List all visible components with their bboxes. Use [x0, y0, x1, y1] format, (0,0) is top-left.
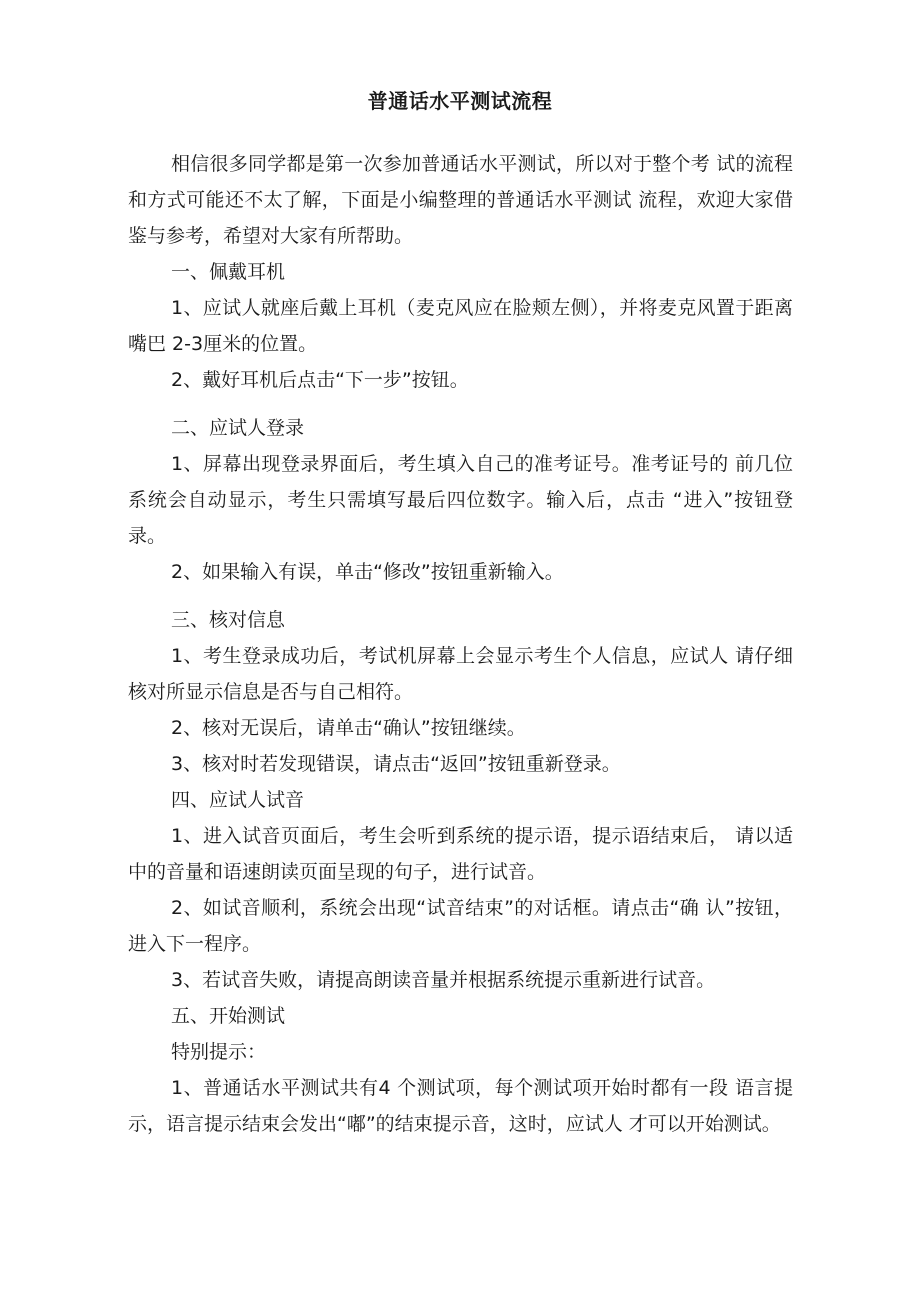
section-4-item-2: 2、如试音顺利，系统会出现“试音结束”的对话框。请点击“确 认”按钮，进入下一程序。: [128, 897, 793, 955]
section-1-item-2: 2、戴好耳机后点击“下一步”按钮。: [171, 369, 469, 391]
intro-paragraph: 相信很多同学都是第一次参加普通话水平测试，所以对于整个考 试的流程和方式可能还不太了解，下面是小编整理的普通话水平测试 流程，欢迎大家借鉴与参考，希望对大家有所帮助。: [128, 153, 793, 247]
section-1-item-1: 1、应试人就座后戴上耳机（麦克风应在脸颊左侧），并将麦克风置于距离嘴巴 2-3厘米的位置。: [128, 297, 793, 355]
section-heading-4: 四、应试人试音: [171, 789, 305, 811]
section-3-item-1: 1、考生登录成功后，考试机屏幕上会显示考生个人信息，应试人 请仔细核对所显示信息是否与自己相符。: [128, 645, 793, 703]
section-5-note: 特别提示：: [171, 1041, 267, 1063]
section-heading-3: 三、核对信息: [171, 609, 286, 631]
section-heading-2: 二、应试人登录: [171, 417, 305, 439]
section-2-item-1: 1、屏幕出现登录界面后，考生填入自己的准考证号。准考证号的 前几位系统会自动显示，考生只需填写最后四位数字。输入后，点击 “进入”按钮登录。: [128, 453, 793, 547]
section-5-item-1: 1、普通话水平测试共有4 个测试项，每个测试项开始时都有一段 语言提示，语言提示结束会发出“嘟”的结束提示音，这时，应试人 才可以开始测试。: [128, 1077, 793, 1135]
document-body: [128, 146, 793, 1142]
section-heading-5: 五、开始测试: [171, 1005, 286, 1027]
section-4-item-1: 1、进入试音页面后，考生会听到系统的提示语，提示语结束后， 请以适中的音量和语速朗读页面呈现的句子，进行试音。: [128, 825, 793, 883]
section-2-item-2: 2、如果输入有误，单击“修改”按钮重新输入。: [171, 561, 564, 583]
section-3-item-3: 3、核对时若发现错误，请点击“返回”按钮重新登录。: [171, 753, 621, 775]
section-3-item-2: 2、核对无误后，请单击“确认”按钮继续。: [171, 717, 526, 739]
document-title: 普通话水平测试流程: [367, 89, 553, 113]
section-4-item-3: 3、若试音失败，请提高朗读音量并根据系统提示重新进行试音。: [171, 969, 716, 991]
section-heading-1: 一、佩戴耳机: [171, 261, 286, 283]
